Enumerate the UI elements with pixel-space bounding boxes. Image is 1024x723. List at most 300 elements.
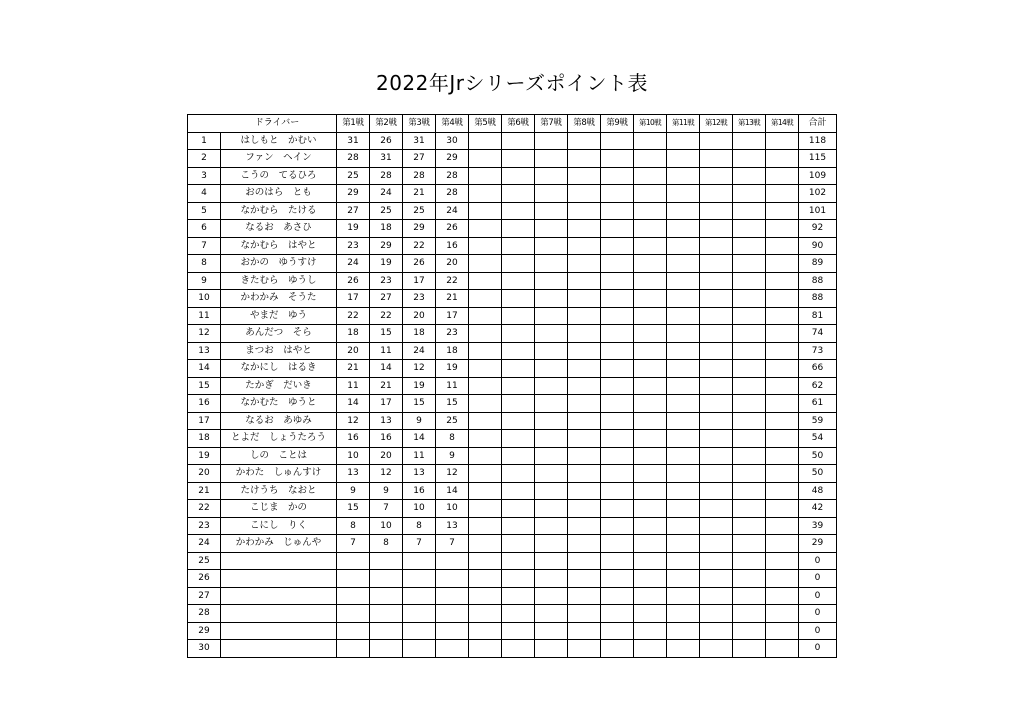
table-row <box>188 605 837 623</box>
total-cell: 59 <box>799 412 837 430</box>
driver-name-cell <box>221 622 337 640</box>
score-cell <box>535 552 568 570</box>
score-cell <box>667 290 700 308</box>
score-cell: 22 <box>403 237 436 255</box>
score-cell <box>700 465 733 483</box>
score-cell <box>733 465 766 483</box>
score-cell <box>469 150 502 168</box>
score-cell: 7 <box>436 535 469 553</box>
score-cell <box>700 482 733 500</box>
score-cell <box>535 342 568 360</box>
score-cell <box>568 605 601 623</box>
score-cell <box>733 517 766 535</box>
score-cell <box>568 167 601 185</box>
score-cell <box>568 412 601 430</box>
score-cell <box>766 500 799 518</box>
score-cell <box>337 605 370 623</box>
score-cell: 17 <box>370 395 403 413</box>
score-cell <box>634 412 667 430</box>
driver-name-cell <box>221 605 337 623</box>
score-cell <box>535 360 568 378</box>
rank-cell: 11 <box>188 307 221 325</box>
total-cell: 81 <box>799 307 837 325</box>
score-cell: 21 <box>370 377 403 395</box>
score-cell <box>370 587 403 605</box>
score-cell <box>634 237 667 255</box>
rank-cell: 4 <box>188 185 221 203</box>
table-row <box>188 132 837 150</box>
total-cell: 29 <box>799 535 837 553</box>
score-cell <box>766 202 799 220</box>
score-cell <box>700 552 733 570</box>
score-cell: 27 <box>337 202 370 220</box>
score-cell <box>634 290 667 308</box>
score-cell <box>502 640 535 658</box>
score-cell: 7 <box>370 500 403 518</box>
score-cell <box>568 150 601 168</box>
score-cell <box>469 482 502 500</box>
score-cell <box>568 290 601 308</box>
score-cell <box>601 202 634 220</box>
total-cell: 89 <box>799 255 837 273</box>
score-cell <box>667 605 700 623</box>
score-cell: 29 <box>436 150 469 168</box>
score-cell: 24 <box>436 202 469 220</box>
total-cell: 50 <box>799 465 837 483</box>
score-cell <box>634 325 667 343</box>
score-cell <box>568 202 601 220</box>
driver-name-cell: きたむら ゆうし <box>221 272 337 290</box>
score-cell: 13 <box>403 465 436 483</box>
score-cell <box>733 255 766 273</box>
score-cell <box>469 605 502 623</box>
score-cell <box>370 640 403 658</box>
score-cell <box>634 167 667 185</box>
score-cell <box>766 430 799 448</box>
score-cell <box>733 640 766 658</box>
score-cell <box>568 517 601 535</box>
score-cell <box>700 132 733 150</box>
score-cell <box>601 220 634 238</box>
score-cell <box>337 587 370 605</box>
score-cell <box>766 290 799 308</box>
header-row <box>188 115 837 133</box>
score-cell <box>667 465 700 483</box>
score-cell <box>700 377 733 395</box>
score-cell: 20 <box>337 342 370 360</box>
score-cell <box>469 132 502 150</box>
score-cell <box>535 237 568 255</box>
score-cell <box>601 552 634 570</box>
driver-name-cell: ファン ヘイン <box>221 150 337 168</box>
table-row <box>188 535 837 553</box>
rank-cell: 10 <box>188 290 221 308</box>
score-cell <box>535 150 568 168</box>
driver-name-cell: こうの てるひろ <box>221 167 337 185</box>
score-cell: 28 <box>436 167 469 185</box>
score-cell: 15 <box>337 500 370 518</box>
score-cell <box>502 605 535 623</box>
score-cell <box>766 255 799 273</box>
score-cell: 15 <box>403 395 436 413</box>
score-cell <box>601 430 634 448</box>
total-cell: 88 <box>799 290 837 308</box>
score-cell <box>700 605 733 623</box>
score-cell <box>469 220 502 238</box>
score-cell <box>733 185 766 203</box>
score-cell <box>502 587 535 605</box>
score-cell <box>601 395 634 413</box>
score-cell <box>568 255 601 273</box>
score-cell <box>634 185 667 203</box>
score-cell <box>469 202 502 220</box>
score-cell <box>568 395 601 413</box>
score-cell <box>469 395 502 413</box>
total-cell: 0 <box>799 552 837 570</box>
score-cell <box>469 465 502 483</box>
score-cell <box>469 535 502 553</box>
score-cell <box>436 640 469 658</box>
score-cell <box>766 307 799 325</box>
score-cell <box>700 570 733 588</box>
score-cell <box>502 290 535 308</box>
score-cell <box>766 447 799 465</box>
rank-cell: 8 <box>188 255 221 273</box>
score-cell <box>667 535 700 553</box>
score-cell <box>667 377 700 395</box>
score-cell <box>535 255 568 273</box>
score-cell: 10 <box>403 500 436 518</box>
score-cell <box>766 167 799 185</box>
score-cell <box>634 552 667 570</box>
score-cell: 23 <box>370 272 403 290</box>
score-cell: 10 <box>370 517 403 535</box>
race-header: 第13戦 <box>733 115 766 133</box>
score-cell <box>601 185 634 203</box>
total-cell: 118 <box>799 132 837 150</box>
score-cell <box>700 167 733 185</box>
table-row <box>188 482 837 500</box>
score-cell: 11 <box>436 377 469 395</box>
score-cell <box>733 132 766 150</box>
total-cell: 101 <box>799 202 837 220</box>
score-cell <box>568 447 601 465</box>
score-cell <box>337 622 370 640</box>
score-cell: 19 <box>337 220 370 238</box>
score-cell <box>700 517 733 535</box>
score-cell: 28 <box>403 167 436 185</box>
score-cell <box>535 447 568 465</box>
score-cell: 11 <box>403 447 436 465</box>
score-cell <box>766 237 799 255</box>
score-cell <box>634 535 667 553</box>
rank-cell: 24 <box>188 535 221 553</box>
score-cell <box>601 360 634 378</box>
score-cell <box>634 500 667 518</box>
score-cell: 13 <box>436 517 469 535</box>
page-title: 2022年Jrシリーズポイント表 <box>375 71 649 95</box>
score-cell <box>502 342 535 360</box>
score-cell: 14 <box>436 482 469 500</box>
race-header: 第6戦 <box>502 115 535 133</box>
score-cell <box>766 605 799 623</box>
driver-name-cell: おのはら とも <box>221 185 337 203</box>
score-cell <box>634 640 667 658</box>
driver-name-cell: かわた しゅんすけ <box>221 465 337 483</box>
score-cell <box>370 552 403 570</box>
score-cell: 23 <box>403 290 436 308</box>
table-row <box>188 640 837 658</box>
score-cell: 22 <box>370 307 403 325</box>
total-cell: 0 <box>799 622 837 640</box>
driver-name-cell: おかの ゆうすけ <box>221 255 337 273</box>
score-cell: 22 <box>337 307 370 325</box>
score-cell <box>766 482 799 500</box>
score-cell <box>700 640 733 658</box>
table-row <box>188 377 837 395</box>
score-cell <box>403 587 436 605</box>
score-cell <box>502 482 535 500</box>
score-cell: 8 <box>337 517 370 535</box>
total-cell: 92 <box>799 220 837 238</box>
score-cell <box>535 640 568 658</box>
score-cell <box>601 167 634 185</box>
table-row <box>188 307 837 325</box>
score-cell <box>535 167 568 185</box>
total-cell: 61 <box>799 395 837 413</box>
score-cell <box>502 307 535 325</box>
score-cell <box>700 150 733 168</box>
score-cell <box>634 570 667 588</box>
score-cell: 29 <box>370 237 403 255</box>
rank-cell: 26 <box>188 570 221 588</box>
score-cell <box>700 220 733 238</box>
rank-cell: 30 <box>188 640 221 658</box>
score-cell <box>733 412 766 430</box>
score-cell <box>667 307 700 325</box>
score-cell <box>766 342 799 360</box>
score-cell: 12 <box>436 465 469 483</box>
score-cell <box>601 150 634 168</box>
rank-cell: 21 <box>188 482 221 500</box>
score-cell <box>733 290 766 308</box>
score-cell <box>403 640 436 658</box>
score-cell <box>766 150 799 168</box>
rank-cell: 5 <box>188 202 221 220</box>
score-cell <box>766 465 799 483</box>
score-cell <box>502 622 535 640</box>
score-cell <box>502 255 535 273</box>
score-cell <box>436 622 469 640</box>
score-cell: 9 <box>370 482 403 500</box>
score-cell <box>403 605 436 623</box>
driver-name-cell <box>221 552 337 570</box>
score-cell <box>733 377 766 395</box>
score-cell <box>700 360 733 378</box>
score-cell <box>700 342 733 360</box>
rank-cell: 18 <box>188 430 221 448</box>
score-cell <box>535 465 568 483</box>
score-cell <box>667 185 700 203</box>
driver-name-cell: なかむた ゆうと <box>221 395 337 413</box>
score-cell <box>733 587 766 605</box>
score-cell <box>667 272 700 290</box>
score-cell <box>568 272 601 290</box>
total-cell: 102 <box>799 185 837 203</box>
rank-cell: 1 <box>188 132 221 150</box>
score-cell: 20 <box>436 255 469 273</box>
score-cell: 19 <box>370 255 403 273</box>
table-row <box>188 272 837 290</box>
score-cell <box>370 622 403 640</box>
score-cell <box>469 570 502 588</box>
score-cell <box>667 570 700 588</box>
score-cell <box>667 255 700 273</box>
score-cell: 17 <box>436 307 469 325</box>
score-cell <box>601 325 634 343</box>
total-cell: 0 <box>799 570 837 588</box>
score-cell <box>733 395 766 413</box>
score-cell <box>502 237 535 255</box>
score-cell: 20 <box>403 307 436 325</box>
score-cell <box>535 482 568 500</box>
driver-name-cell: まつお はやと <box>221 342 337 360</box>
score-cell <box>700 622 733 640</box>
driver-name-cell <box>221 587 337 605</box>
score-cell <box>700 237 733 255</box>
score-cell <box>634 465 667 483</box>
score-cell <box>568 377 601 395</box>
score-cell <box>469 237 502 255</box>
score-cell <box>733 605 766 623</box>
race-header: 第10戦 <box>634 115 667 133</box>
score-cell <box>766 377 799 395</box>
score-cell <box>700 272 733 290</box>
score-cell <box>700 500 733 518</box>
driver-header: ドライバー <box>188 115 337 133</box>
score-cell <box>766 360 799 378</box>
score-cell <box>601 587 634 605</box>
score-cell <box>601 482 634 500</box>
rank-cell: 12 <box>188 325 221 343</box>
score-cell: 25 <box>436 412 469 430</box>
score-cell <box>469 500 502 518</box>
score-cell <box>502 377 535 395</box>
table-row <box>188 202 837 220</box>
table-row <box>188 290 837 308</box>
score-cell <box>634 377 667 395</box>
score-cell <box>601 622 634 640</box>
score-cell: 23 <box>337 237 370 255</box>
score-cell <box>469 167 502 185</box>
rank-cell: 7 <box>188 237 221 255</box>
race-header: 第14戦 <box>766 115 799 133</box>
score-cell <box>634 447 667 465</box>
score-cell <box>733 150 766 168</box>
score-cell <box>601 570 634 588</box>
score-cell: 27 <box>370 290 403 308</box>
driver-name-cell: なるお あゆみ <box>221 412 337 430</box>
score-cell: 12 <box>337 412 370 430</box>
driver-name-cell: やまだ ゆう <box>221 307 337 325</box>
score-cell <box>568 482 601 500</box>
score-cell: 21 <box>403 185 436 203</box>
score-cell: 25 <box>370 202 403 220</box>
score-cell: 26 <box>436 220 469 238</box>
score-cell <box>337 640 370 658</box>
score-cell <box>667 622 700 640</box>
score-cell <box>601 342 634 360</box>
score-cell <box>535 587 568 605</box>
score-cell <box>733 570 766 588</box>
score-cell <box>469 412 502 430</box>
score-cell <box>535 272 568 290</box>
score-cell: 18 <box>436 342 469 360</box>
score-cell: 16 <box>403 482 436 500</box>
table-row <box>188 220 837 238</box>
score-cell <box>502 447 535 465</box>
score-cell <box>535 535 568 553</box>
score-cell <box>568 465 601 483</box>
race-header: 第8戦 <box>568 115 601 133</box>
score-cell <box>733 220 766 238</box>
score-cell <box>535 500 568 518</box>
score-cell: 10 <box>436 500 469 518</box>
score-cell <box>766 412 799 430</box>
race-header: 第2戦 <box>370 115 403 133</box>
score-cell <box>766 220 799 238</box>
score-cell <box>502 202 535 220</box>
rank-cell: 6 <box>188 220 221 238</box>
score-cell <box>601 237 634 255</box>
score-cell <box>535 290 568 308</box>
score-cell <box>733 237 766 255</box>
rank-cell: 25 <box>188 552 221 570</box>
score-cell <box>469 640 502 658</box>
score-cell <box>535 412 568 430</box>
score-cell: 16 <box>370 430 403 448</box>
score-cell: 16 <box>337 430 370 448</box>
table-row <box>188 412 837 430</box>
score-cell <box>634 342 667 360</box>
driver-name-cell: たかぎ だいき <box>221 377 337 395</box>
driver-name-cell: あんだつ そら <box>221 325 337 343</box>
score-cell <box>700 290 733 308</box>
score-cell <box>601 465 634 483</box>
table-row <box>188 185 837 203</box>
score-cell <box>568 307 601 325</box>
score-cell: 7 <box>403 535 436 553</box>
score-cell <box>634 220 667 238</box>
table-row <box>188 430 837 448</box>
total-cell: 50 <box>799 447 837 465</box>
driver-name-cell: はしもと かむい <box>221 132 337 150</box>
total-header: 合計 <box>799 115 837 133</box>
score-cell <box>733 307 766 325</box>
score-cell: 21 <box>337 360 370 378</box>
score-cell <box>502 552 535 570</box>
score-cell <box>535 307 568 325</box>
score-cell <box>436 552 469 570</box>
score-cell: 31 <box>370 150 403 168</box>
score-cell <box>700 535 733 553</box>
score-cell: 8 <box>436 430 469 448</box>
score-cell <box>535 220 568 238</box>
score-cell <box>733 535 766 553</box>
score-cell: 14 <box>337 395 370 413</box>
score-cell <box>667 325 700 343</box>
score-cell: 18 <box>403 325 436 343</box>
